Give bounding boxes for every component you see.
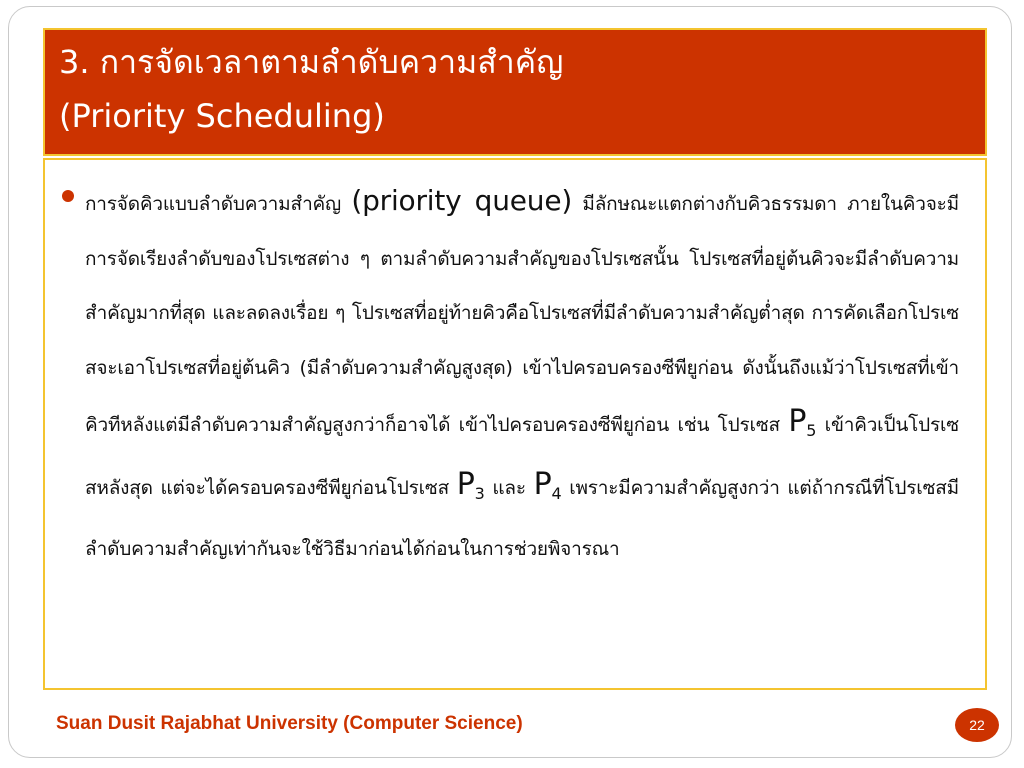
process-p5-letter: P [788,404,807,439]
body-paragraph [85,174,959,576]
process-p4-letter: P [533,467,552,503]
body-text-1: การจัดคิวแบบลำดับความสำคัญ [85,193,352,215]
body-text-5: เพราะมีความสำคัญสูงกว่า แต่ถ้ากรณีที่โปรเซสมีลำดับความสำคัญเท่ากันจะใช้วิธีมาก่อนได้ก่อนในการช่วยพิจารณา [85,477,959,560]
process-p3-letter: P [456,467,475,503]
bullet-icon [62,190,74,202]
process-p3-subscript: 3 [474,484,485,504]
body-term-priority-queue: (priority queue) [351,184,573,217]
slide-title-english: (Priority Scheduling) [59,97,385,135]
footer-university: Suan Dusit Rajabhat University (Computer Science) [56,713,523,734]
body-text-3: เข้าคิวเป็นโปรเซสหลังสุด แต่จะได้ครอบครองซีพียูก่อนโปรเซส [85,414,959,500]
page-number-badge: 22 [955,708,999,742]
process-p5-subscript: 5 [806,420,817,440]
slide-content-box [43,158,987,690]
process-p4-subscript: 4 [551,484,562,504]
body-text-4: และ [484,477,534,500]
slide-title-box [43,28,987,156]
slide-title-thai: 3. การจัดเวลาตามลำดับความสำคัญ [59,43,564,81]
body-text-2: มีลักษณะแตกต่างกับคิวธรรมดา ภายในคิวจะมีการจัดเรียงลำดับของโปรเซสต่าง ๆ ตามลำดับความสำคัญของโปรเซสนั้น โปรเซสที่อยู่ต้นคิวจะมีลำดับความสำคัญมากที่สุด และลดลงเรื่อย ๆ โปรเซสที่อยู่ท้ายคิวคือโปรเซสที่มีลำดับความสำคัญต่ำสุด การคัดเลือกโปรเซสจะเอาโปรเซสที่อยู่ต้นคิว (มีลำดับความสำคัญสูงสุด) เข้าไปครอบครองซีพียูก่อน ดังนั้นถึงแม้ว่าโปรเซสที่เข้าคิวทีหลังแต่มีลำดับความสำคัญสูงกว่าก็อาจได้ เข้าไปครอบครองซีพียูก่อน เช่น โปรเซส [85,193,960,436]
